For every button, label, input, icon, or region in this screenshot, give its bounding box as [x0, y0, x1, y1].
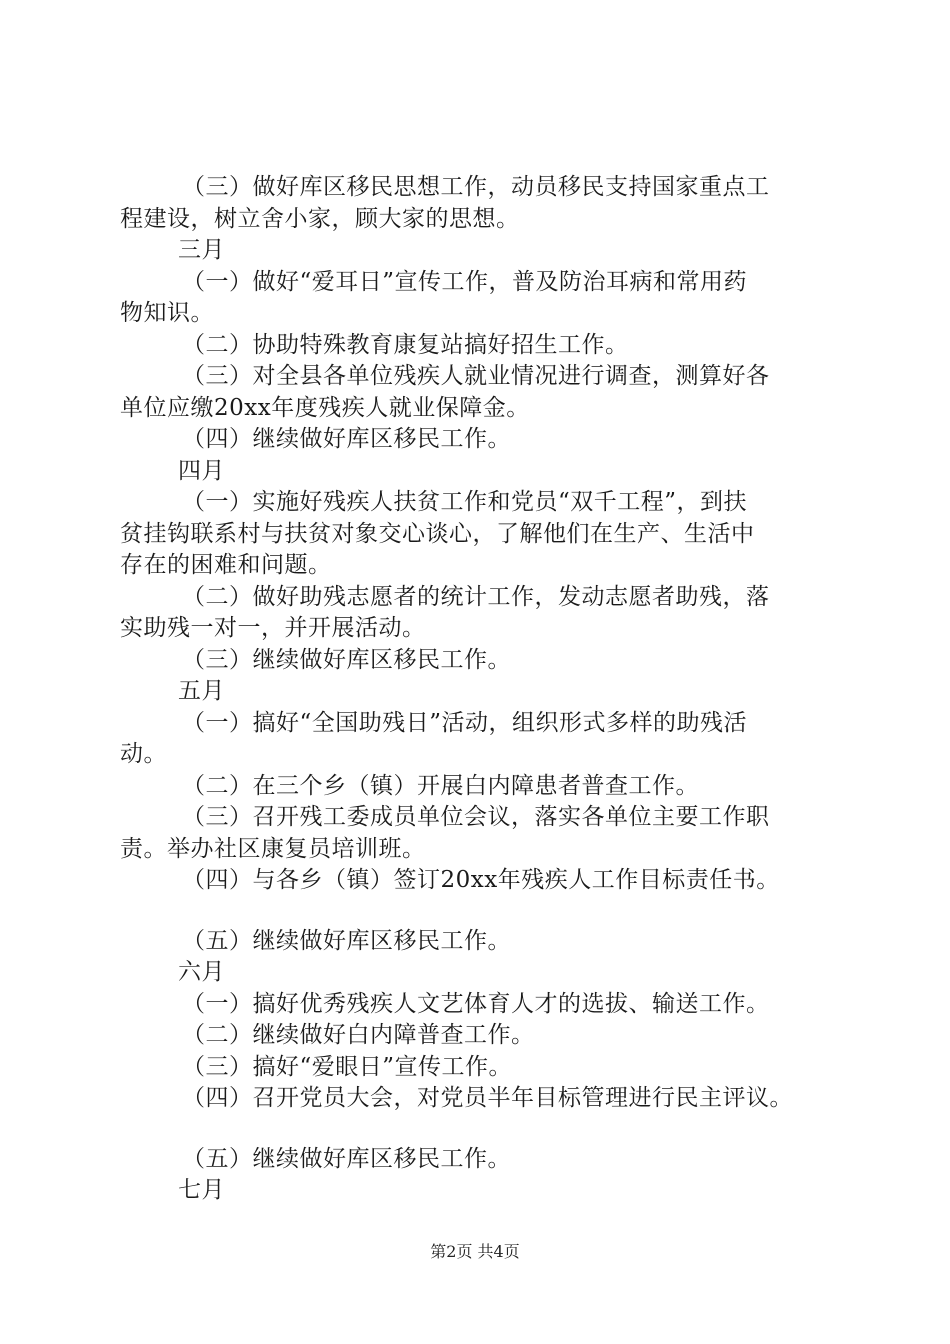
paragraph-line: 存在的困难和问题。 — [120, 552, 332, 578]
paragraph-line: （一）做好“爱耳日”宣传工作，普及防治耳病和常用药 — [182, 268, 748, 295]
paragraph-line: （三）对全县各单位残疾人就业情况进行调查，测算好各 — [182, 363, 770, 389]
paragraph-line: （五）继续做好库区移民工作。 — [182, 927, 511, 954]
paragraph-line: （二）在三个乡（镇）开展白内障患者普查工作。 — [182, 772, 699, 799]
paragraph-line: 贫挂钩联系村与扶贫对象交心谈心，了解他们在生产、生活中 — [120, 520, 755, 547]
paragraph-line: 程建设，树立舍小家，顾大家的思想。 — [120, 205, 520, 232]
paragraph-line: （四）继续做好库区移民工作。 — [182, 426, 511, 452]
page-footer: 第2页 共4页 — [430, 1242, 520, 1261]
paragraph-line: （一）实施好残疾人扶贫工作和党员“双千工程”，到扶 — [182, 489, 748, 515]
month-heading: 五月 — [178, 678, 225, 704]
month-heading: 三月 — [178, 237, 225, 263]
paragraph-line: （二）协助特殊教育康复站搞好招生工作。 — [182, 331, 629, 358]
paragraph-line: （二）做好助残志愿者的统计工作，发动志愿者助残，落 — [182, 583, 770, 610]
month-heading: 七月 — [178, 1177, 225, 1203]
paragraph-line: （一）搞好“全国助残日”活动，组织形式多样的助残活 — [182, 709, 748, 736]
paragraph-line: （三）做好库区移民思想工作，动员移民支持国家重点工 — [182, 174, 770, 200]
paragraph-line: （四）召开党员大会，对党员半年目标管理进行民主评议。 — [182, 1085, 793, 1111]
paragraph-line: （四）与各乡（镇）签订20xx年残疾人工作目标责任书。 — [182, 867, 780, 893]
paragraph-line: 动。 — [120, 741, 167, 767]
month-heading: 六月 — [178, 959, 225, 985]
document-body — [120, 172, 840, 1207]
paragraph-line: （三）搞好“爱眼日”宣传工作。 — [182, 1053, 513, 1080]
paragraph-line: 物知识。 — [120, 300, 214, 326]
paragraph-line: 单位应缴20xx年度残疾人就业保障金。 — [120, 394, 530, 421]
paragraph-line: （三）继续做好库区移民工作。 — [182, 646, 511, 673]
paragraph-line: （五）继续做好库区移民工作。 — [182, 1145, 511, 1172]
paragraph-line: （一）搞好优秀残疾人文艺体育人才的选拔、输送工作。 — [182, 990, 770, 1017]
blank-line — [120, 897, 840, 926]
paragraph-line: （二）继续做好白内障普查工作。 — [182, 1022, 535, 1048]
paragraph-line: （三）召开残工委成员单位会议，落实各单位主要工作职 — [182, 804, 770, 830]
month-heading: 四月 — [178, 457, 225, 484]
paragraph-line: 实助残一对一，并开展活动。 — [120, 615, 426, 641]
blank-line — [120, 1115, 840, 1144]
paragraph-line: 责。举办社区康复员培训班。 — [120, 835, 426, 862]
